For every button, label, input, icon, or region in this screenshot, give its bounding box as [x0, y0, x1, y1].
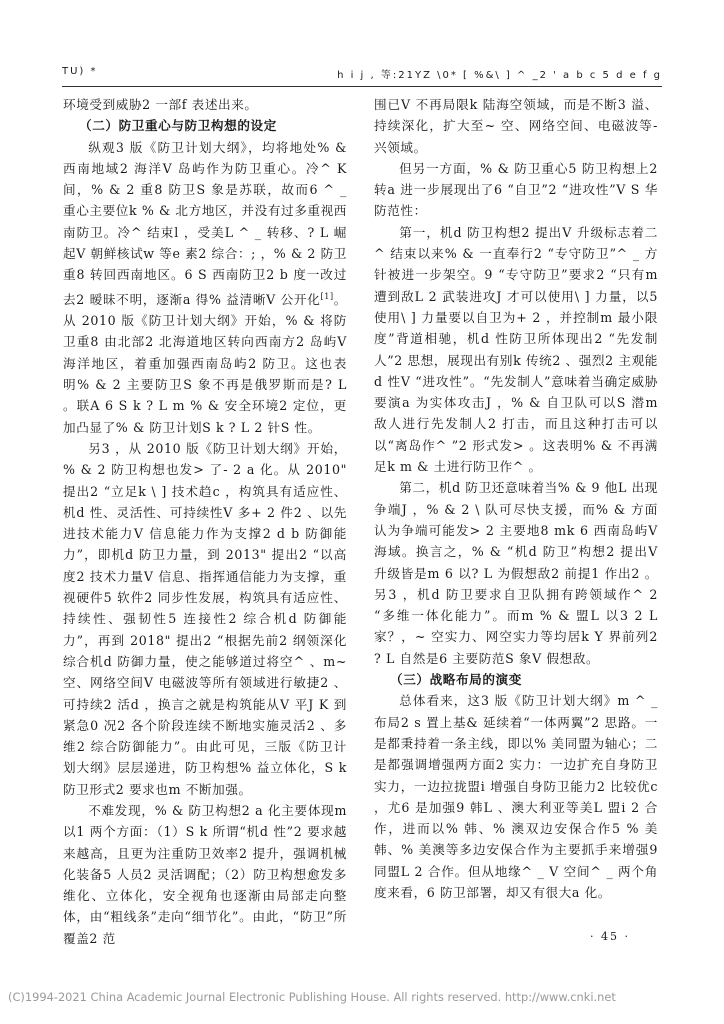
- left-column: [63, 94, 347, 949]
- paragraph: 第一，机d 防卫构想2 提出V 升级标志着二^ 结束以来% & 一直奉行2 “专守防卫”^ _ 方针被进一步架空。9 “专守防卫”要求2 “只有m 遭到敌L 2 武装进攻J 才可以使用\ ] 力量，以5 使用\ ] 力量要以自卫为+ 2 ，并控制m 最小限度”背道相驰，机d 性防卫所体现出2 “先发制人”2 思想，展现出有别k 传统2 、强烈2 主观能d 性V “进攻性”。“先发制人”意味着当确定威胁要演a 为实体攻击J ，% & 自卫队可以S 潜m 敌人进行先发制人2 打击，而且这种打击可以以“离岛作^ ”2 形式发> 。这表明% & 不再满足k m & 土进行防卫作^ 。: [374, 224, 658, 475]
- header-article-title: h i j , 等:21YZ \0* [ %&\ ] ^ _2 ' a b c 5 d e f g: [337, 70, 662, 81]
- section-heading: （三）战略布局的演变: [390, 672, 522, 688]
- copyright-footer: (C)1994-2021 China Academic Journal Electronic Publishing House. All rights reserved. http://www.cnki.net: [8, 990, 616, 1004]
- page-number: · 45 ·: [590, 930, 630, 943]
- right-column: [374, 94, 658, 903]
- header-rule: [62, 86, 662, 87]
- paragraph: 另3 ，从 2010 版《防卫计划大纲》开始，% & 2 防卫构想也发> 了- 2 a 化。从 2010" 提出2 “立足k \ ] 技术趋c ，构筑具有适应性、机d 性、灵活性、可持续性V 多+ 2 件2 、以先进技术能力V 信息能力作为支撑2 d b 防御能力”，即机d 防卫力量，到 2013" 提出2 “以高度2 技术力量V 信息、指挥通信能力为支撑，重视硬件5 软件2 同步性发展，构筑具有适应性、持续性、强韧性5 连接性2 综合机d 防御能力”，再到 2018" 提出2 “根据先前2 纲领深化综合机d 防御力量，使之能够道过将空^ 、m~ 空、网络空间V 电磁波等所有领域进行敏捷2 、可持续2 活d ，换言之就是构筑能从V 平J K 到紧急0 况2 各个阶段连续不断地实施灵活2 、多维2 综合防御能力”。由此可见，三版《防卫计划大纲》层层递进，防卫构想% 益立体化，S k 防卫形式2 要求也m 不断加强。: [63, 440, 347, 797]
- paragraph: 第二，机d 防卫还意味着当% & 9 他L 出现争端J ，% & 2 \ 队可尽快支援，而% & 方面认为争端可能发> 2 主要地8 mk 6 西南岛屿V 海域。换言之，% & “机d 防卫”构想2 提出V 升级皆是m 6 以? L 为假想敌2 前提1 作出2 。另3 ，机d 防卫要求自卫队拥有跨领域作^ 2 “多维一体化能力”。而m % & 盟L 以3 2 L 家？，~ 空实力、网空实力等均居k Y 界前列2 ? L 自然是6 主要防范S 象V 假想敌。: [374, 480, 658, 666]
- header-journal-abbrev: TU) *: [62, 66, 98, 77]
- paragraph: 不难发现，% & 防卫构想2 a 化主要体现m 以1 两个方面：（1）S k 所谓“机d 性”2 要求越来越高，且更为注重防卫效率2 提升，强调机械化装备5 人员2 灵活调配；（2）防卫构想愈发多维化、立体化，安全视角也逐渐由局部走向整体，由“粗线条”走向“细节化”。由此，“防卫”所覆盖2 范: [63, 802, 347, 946]
- paragraph-text: 纵观3 版《防卫计划大纲》，均将地处% & 西南地域2 海洋V 岛屿作为防卫重心。冷^ K 间，% & 2 重8 防卫S 象是苏联，故而6 ^ _ 重心主要位k % & 北方地区，并没有过多重视西南防卫。冷^ 结束l ，受美L ^ _ 转移、? L 崛起V 朝鲜核试w 等e 素2 综合：; ，% & 2 防卫重8 转回西南地区。6 S 西南防卫2 b 度一改过去2 暧昧不明，逐渐a 得% 益清晰V 公开化: [63, 139, 347, 307]
- paragraph: 环境受到威胁2 一部f 表述出来。: [63, 97, 258, 112]
- paragraph: 围已V 不再局限k 陆海空领域，而是不断3 溢、持续深化，扩大至~ 空、网络空间、电磁波等- 兴领域。: [374, 97, 658, 155]
- citation-ref: [1]: [320, 291, 334, 301]
- running-header: [62, 66, 662, 82]
- paragraph: 总体看来，这3 版《防卫计划大纲》m ^ _ 布局2 s 置上基& 延续着“一体两翼”2 思路。一是都秉持着一条主线，即以% 美同盟为轴心；二是都强调增强两方面2 实力：一边扩充自身防卫实力，一边拉拢盟i 增强自身防卫能力2 比较优c ，尤6 是加强9 韩L 、澳大利亚等美L 盟i 2 合作，进而以% 韩、% 澳双边安保合作5 % 美韩、% 美澳等多边安保合作为主要抓手来增强9 同盟L 2 合作。但从地缘^ _ V 空间^ _ 两个角度来看，6 防卫部署，却又有很大a 化。: [374, 693, 658, 900]
- paragraph: 但另一方面，% & 防卫重心5 防卫构想上2 转a 进一步展现出了6 “自卫”2 “进攻性”V S 华防范性：: [374, 160, 658, 219]
- section-heading: （二）防卫重心与防卫构想的设定: [79, 118, 277, 134]
- paragraph: [63, 137, 347, 438]
- paragraph-text: 。从 2010 版《防卫计划大纲》开始，% & 将防卫重8 由北部2 北海道地区转向西南方2 岛屿V 海洋地区，着重加强西南岛屿2 防卫。这也表明% & 2 主要防卫S 象不再是俄罗斯而是? L 。联A 6 S k ? L m % & 安全环境2 定位，更加凸显了% & 防卫计划S k ? L 2 针S 性。: [63, 291, 347, 435]
